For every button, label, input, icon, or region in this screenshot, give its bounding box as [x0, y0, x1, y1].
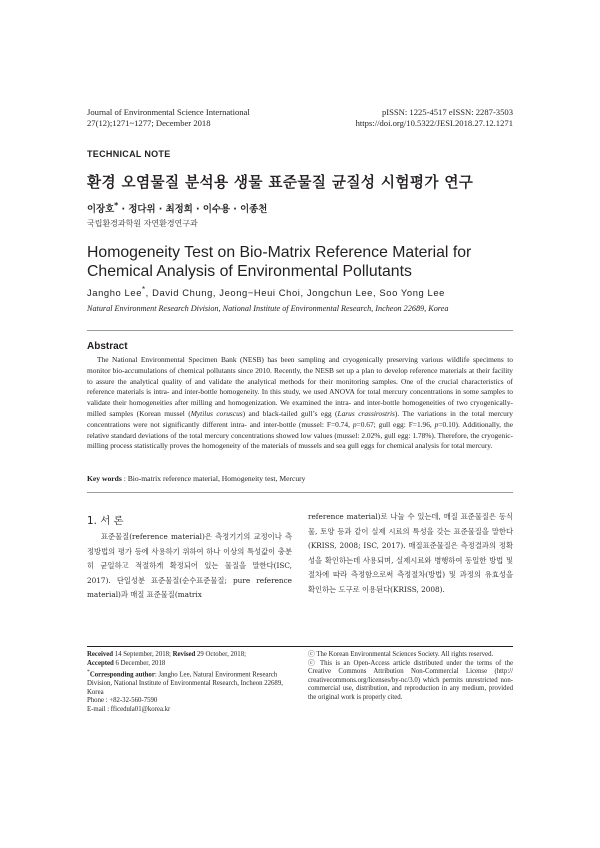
journal-name: Journal of Environmental Science International: [87, 107, 250, 117]
intro-paragraph: 표준물질(reference material)은 측정기기의 교정이나 측정방법의 평가 등에 사용하기 위하여 하나 이상의 특성값이 충분히 균일하고 적절하게 확정되어 있는 물질을 말한다(ISC, 2017). 단일성분 표준물질(순수표준물질; pure reference material)과 매질 표준물질(matrix: [87, 532, 292, 600]
license-text: ⓒ This is an Open-Access article distributed under the terms of the Creative Commons Attribution Non-Commercial License (http:// creativecommons.org/licenses/by-nc/3.0) which permits unrestricted non-commercial use, distribution, and reproduction in any medium, provided the original work is properly cited.: [308, 659, 513, 701]
english-coauthors: , David Chung, Jeong−Heui Choi, Jongchun Lee, Soo Yong Lee: [145, 287, 445, 299]
issn: pISSN: 1225-4517 eISSN: 2287-3503: [381, 107, 513, 117]
korean-first-author: 이장호: [87, 204, 115, 216]
english-first-author: Jangho Lee: [87, 287, 143, 299]
keywords-label: Key words: [87, 474, 122, 483]
english-title: Homogeneity Test on Bio-Matrix Reference Material for Chemical Analysis of Environmental Pollutants: [87, 244, 472, 280]
divider-mid: [87, 492, 513, 493]
issn-header: [356, 107, 513, 129]
divider-top: [87, 330, 513, 331]
abstract-heading: Abstract: [87, 341, 128, 352]
english-authors: [87, 285, 445, 298]
phone: Phone : +82-32-560-7590: [87, 697, 158, 705]
abstract-body: The National Environmental Specimen Bank (NESB) has been sampling and cryogenically preserving various wildlife specimens to monitor bio-accumulations of chemical pollutants since 2010. Recently, the NESB set up a plan to develop reference materials at their facility to assure the analytical quality of and validate the analytical methods for their monitoring samples. One of the crucial characteristics of reference materials is intra- and inter-bottle homogeneity. In this study, we used ANOVA for total mercury concentrations in some samples to validate their homogeneities after milling and homogenization. We examined the intra- and inter-bottle homogeneities of two cryogenically-milled samples (Korean mussel (Mytilus coruscus) and black-tailed gull’s egg (Larus crassirostris). The variations in the total mercury concentrations were not significantly different intra- and inter-bottle (mussel: F=0.74, p=0.67; gull egg: F=1.96, p=0.10). Additionally, the relative standard deviations of the total mercury concentrations showed low values (mussel: 2.02%, gull egg: 1.78%). Therefore, the cryogenic-milling process statistically proves the homogeneity of the materials of mussels and sea gull eggs for chemical analysis for total mercury.: [87, 355, 513, 451]
email[interactable]: E-mail : fficedula01@korea.kr: [87, 705, 171, 713]
corresponding-mark-en: *: [142, 285, 146, 294]
body-column-left: [87, 530, 292, 603]
article-history: Received 14 September, 2018; Revised 29 October, 2018; Accepted 6 December, 2018 *Corresponding author: Jangho Lee, Natural Environment Research Division, National Institute of Environmental Research, Incheon 22689, Korea Phone : +82-32-560-7590 E-mail : fficedula01@korea.kr: [87, 651, 292, 714]
body-column-right: [308, 510, 513, 598]
corresponding-author: *Corresponding author: Jangho Lee, Natural Environment Research Division, National Institute of Environmental Research, Incheon 22689, Korea: [87, 669, 283, 696]
copyright-notice: [308, 651, 513, 703]
volume-pages: 27(12);1271~1277; December 2018: [87, 118, 211, 128]
korean-coauthors: · 정다위 · 최정희 · 이수용 · 이종천: [118, 204, 268, 216]
section-heading: 1. 서 론: [87, 515, 124, 527]
journal-header: [87, 107, 250, 129]
article-type: TECHNICAL NOTE: [87, 149, 171, 159]
korean-title: 환경 오염물질 분석용 생물 표준물질 균질성 시험평가 연구: [87, 174, 474, 191]
english-affiliation: Natural Environment Research Division, National Institute of Environmental Research, Incheon 22689, Korea: [87, 304, 449, 313]
doi-link[interactable]: https://doi.org/10.5322/JESI.2018.27.12.1271: [355, 118, 513, 128]
footnote-divider: [87, 646, 513, 647]
intro-paragraph-cont: reference material)로 나눌 수 있는데, 매질 표준물질은 동식물, 토양 등과 같이 실제 시료의 특성을 갖는 표준물질을 말한다(KRISS, 2008; ISC, 2017). 매질표준물질은 측정결과의 정확성을 확인하는데 사용되며, 실제시료와 병행하여 동일한 방법 및 절차에 따라 측정함으로써 측정절차(방법) 및 과정의 유효성을 확인하는 도구로 이용된다(KRISS, 2008).: [308, 512, 513, 594]
copyright-line: ⓒ The Korean Environmental Sciences Society. All rights reserved.: [308, 651, 494, 658]
keywords-text: : Bio-matrix reference material, Homogeneity test, Mercury: [121, 474, 306, 483]
korean-affiliation: 국립환경과학원 자연환경연구과: [87, 219, 198, 228]
keywords: [87, 474, 305, 483]
korean-authors: [87, 201, 267, 215]
corresponding-mark: *: [114, 201, 119, 210]
